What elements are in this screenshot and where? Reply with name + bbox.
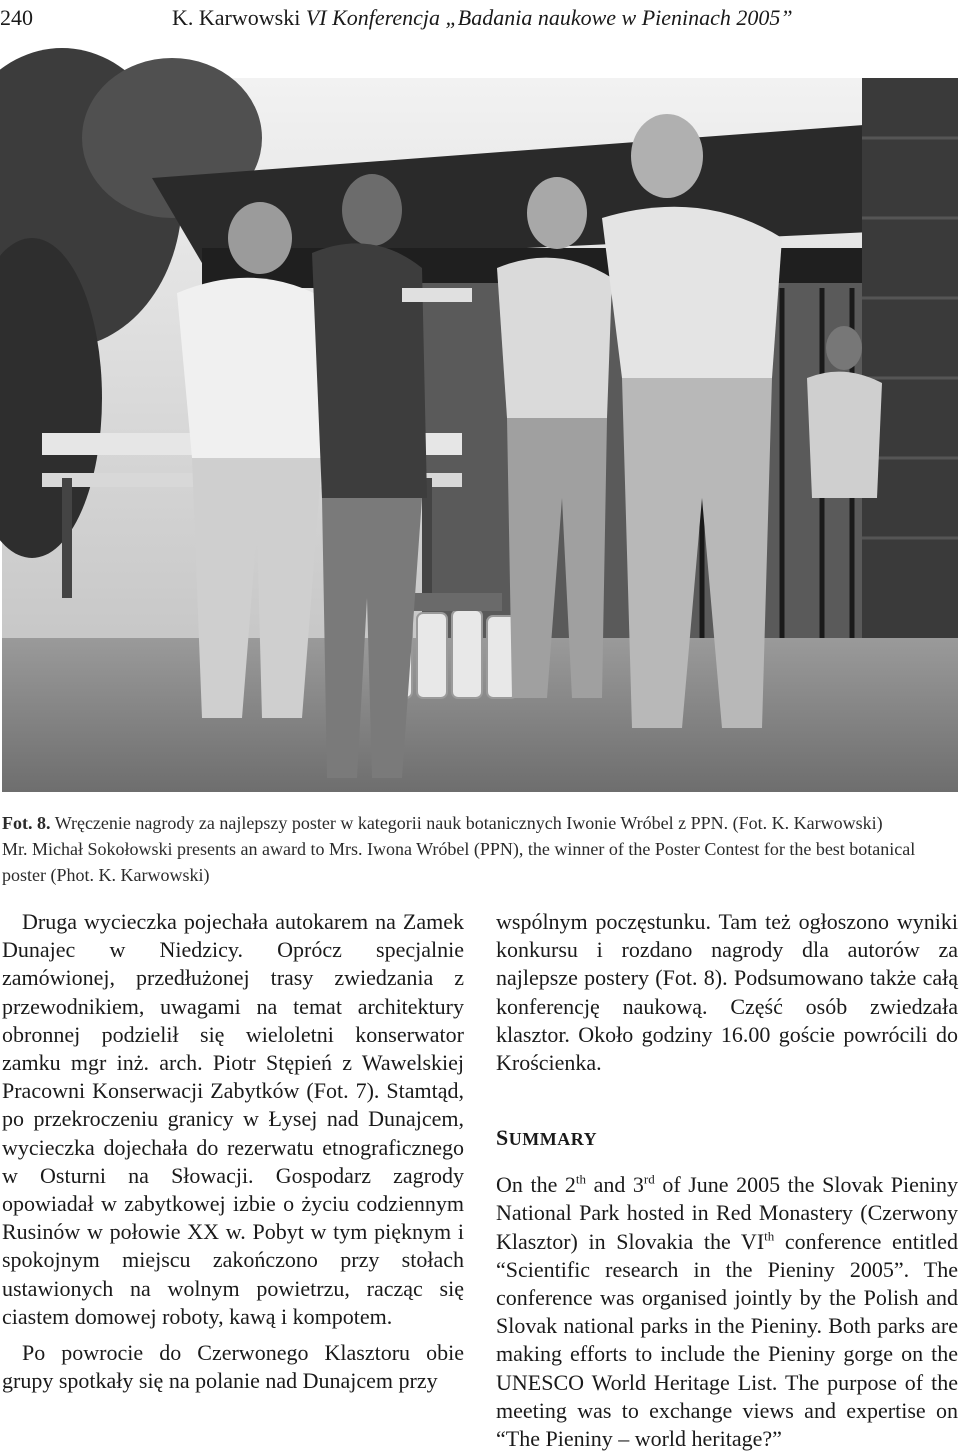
body-paragraph-2: Po powrocie do Czerwonego Klasztoru obie grupy spotkały się na polanie nad Dunajcem przy xyxy=(2,1340,464,1394)
running-title-author: K. Karwowski xyxy=(172,5,301,30)
body-paragraph-1: Druga wycieczka pojechała autokarem na Zamek Dunajec w Niedzicy. Oprócz specjalnie zamówionej, przedłużonej trasy zwiedzania z przewodnikiem, uwagami na temat architektury obronnej podzielił się wieloletni konserwator zamku mgr inż. arch. Piotr Stępień z Wawelskiej Pracowni Konserwacji Zabytków (Fot. 7). Stamtąd, po przekroczeniu granicy w Łysej nad Dunajcem, wycieczka dojechała do rezerwatu etnograficznego w Osturni na Słowacji. Gospodarz zagrody opowiadał w zabytkowej izbie o życiu codziennym Rusinów w połowie XX w. Pobyt w tym pięknym i spokojnym miejscu zakończono przy stołach ustawionych na wolnym powietrzu, racząc się ciastem domowej roboty, kawą i kompotem. xyxy=(2,909,464,1329)
running-head xyxy=(0,0,960,40)
caption-label: Fot. 8. xyxy=(2,813,51,833)
caption-english-line2: poster (Phot. K. Karwowski) xyxy=(2,865,210,885)
page-number: 240 xyxy=(0,5,33,30)
caption-polish-text: Wręczenie nagrody za najlepszy poster w kategorii nauk botanicznych Iwonie Wróbel z PPN. (Fot. K. Karwowski) xyxy=(54,813,883,833)
running-title-conference: VI Konferencja „Badania naukowe w Pieninach 2005” xyxy=(305,5,793,30)
summary-text-part: and 3 xyxy=(586,1172,644,1198)
figure-caption xyxy=(2,810,958,888)
caption-polish xyxy=(2,810,958,836)
photograph-award-ceremony xyxy=(2,78,958,792)
running-title xyxy=(172,0,793,36)
caption-english-line1: Mr. Michał Sokołowski presents an award to Mrs. Iwona Wróbel (PPN), the winner of the Poster Contest for the best botanical xyxy=(2,839,916,859)
summary-superscript: rd xyxy=(643,1171,655,1187)
summary-heading xyxy=(496,1124,958,1153)
summary-heading-cap: S xyxy=(496,1125,509,1151)
summary-text-part: conference entitled “Scientific research in the Pieniny 2005”. The conference was organised jointly by the Polish and Slovak national parks in the Pieniny. Both parks are making efforts to include the Pieniny gorge on the UNESCO World Heritage List. The purpose of the meeting was to exchange views and expertise on “The Pieniny – world heritage?” xyxy=(496,1228,958,1452)
summary-text-part: of June 2005 the Slovak Pieniny National Park hosted in Red Monastery (Czerwony Klasztor) in Slovakia the VI xyxy=(496,1172,958,1254)
body-paragraph-2-continued: wspólnym poczęstunku. Tam też ogłoszono wyniki konkursu i rozdano nagrody dla autorów za najlepsze postery (Fot. 8). Podsumowano także całą konferencję naukową. Część osób zwiedzała klasztor. Około godziny 16.00 goście powrócili do Krościenka. xyxy=(496,909,958,1076)
summary-text xyxy=(496,1171,958,1453)
summary-superscript: th xyxy=(575,1171,587,1187)
summary-heading-rest: UMMARY xyxy=(508,1129,598,1150)
body-column-right xyxy=(496,908,958,1453)
summary-superscript: th xyxy=(764,1228,775,1244)
body-column-left xyxy=(2,908,464,1395)
summary-text-part: On the 2 xyxy=(496,1172,576,1198)
